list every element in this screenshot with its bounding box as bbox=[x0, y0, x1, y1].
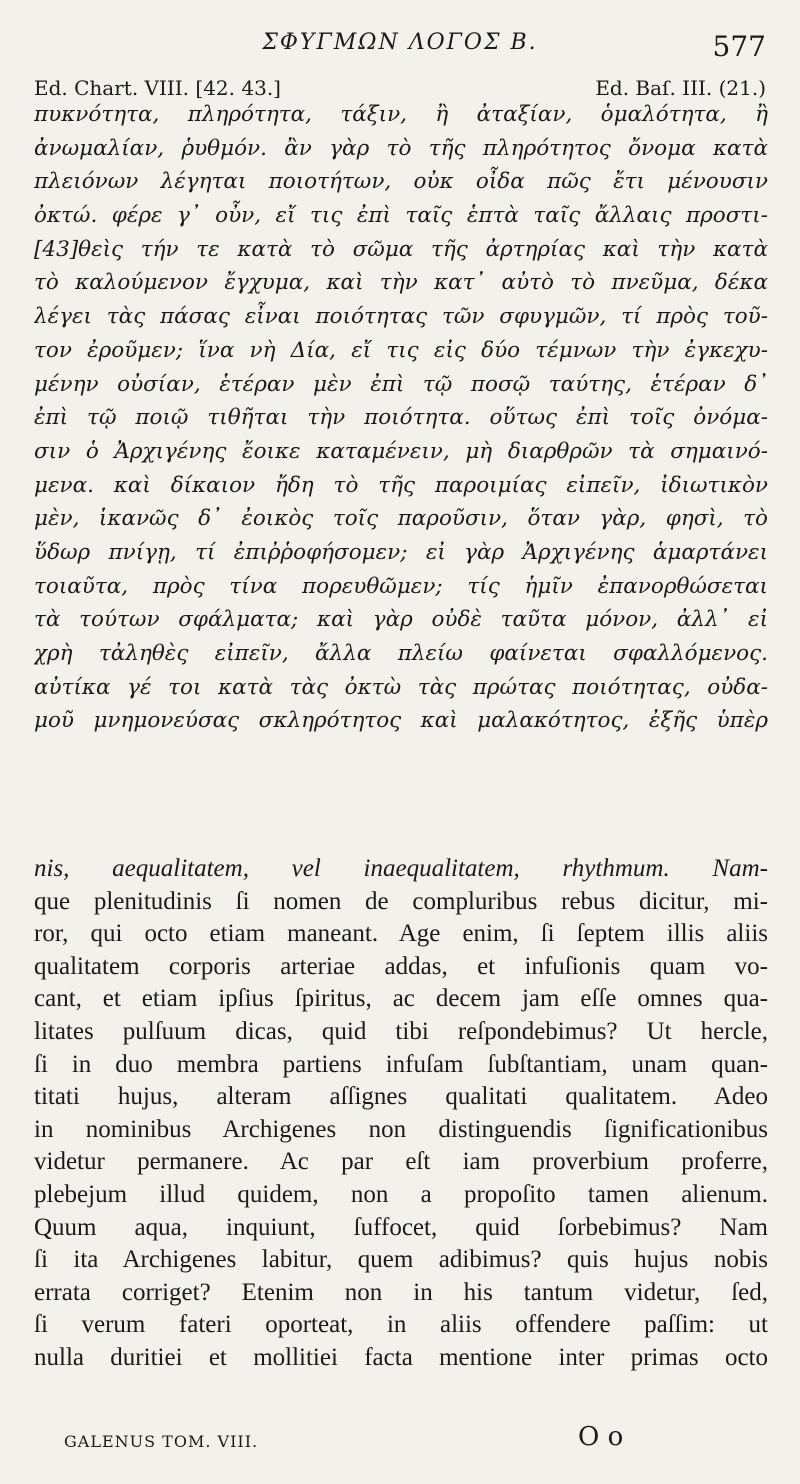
edition-reference-left: Ed. Chart. VIII. [42. 43.] bbox=[34, 76, 281, 100]
page-number: 577 bbox=[712, 30, 766, 63]
running-title: ΣΦΥΓΜΩΝ ΛΟΓΟΣ Β. bbox=[262, 30, 538, 55]
greek-line: τὸ καλούμενον ἔγχυμα, καὶ τὴν κατ᾽ αὐτὸ τὸ πνεῦμα, δέκα bbox=[34, 270, 768, 296]
greek-line: σιν ὁ Ἀρχιγένης ἔοικε καταμένειν, μὴ διαρθρῶν τὰ σημαινό- bbox=[34, 438, 768, 464]
latin-line: plebejum illud quidem, non a propoſito tamen alienum. bbox=[34, 1180, 768, 1208]
latin-line: ſi ita Archigenes labitur, quem adibimus? quis hujus nobis bbox=[34, 1246, 768, 1274]
greek-text-block bbox=[34, 98, 768, 738]
greek-line: τον ἐροῦμεν; ἵνα νὴ Δία, εἴ τις εἰς δύο τέμνων τὴν ἐγκεχυ- bbox=[34, 337, 768, 363]
latin-line: titati hujus, alteram aſſignes qualitati qualitatem. Adeo bbox=[34, 1083, 768, 1111]
greek-line: μένην οὐσίαν, ἑτέραν μὲν ἐπὶ τῷ ποσῷ ταύτης, ἑτέραν δ᾽ bbox=[34, 371, 768, 397]
greek-line: τὰ τούτων σφάλματα; καὶ γὰρ οὐδὲ ταῦτα μόνον, ἀλλ᾽ εἰ bbox=[34, 607, 768, 633]
greek-line: πυκνότητα, πληρότητα, τάξιν, ἢ ἀταξίαν, ὁμαλότητα, ἢ bbox=[34, 102, 768, 127]
greek-line: [43]θεὶς τήν τε κατὰ τὸ σῶμα τῆς ἀρτηρίας καὶ τὴν κατὰ bbox=[34, 236, 768, 262]
greek-line: ἐπὶ τῷ ποιῷ τιθῆται τὴν ποιότητα. οὕτως ἐπὶ τοῖς ὀνόμα- bbox=[34, 405, 768, 431]
greek-line: ὕδωρ πνίγῃ, τί ἐπιῤῥοφήσομεν; εἰ γὰρ Ἀρχιγένης ἁμαρτάνει bbox=[34, 539, 768, 565]
footer-signature: GALENUS TOM. VIII. bbox=[64, 1432, 259, 1451]
greek-line: λέγει τὰς πάσας εἶναι ποιότητας τῶν σφυγμῶν, τί πρὸς τοῦ- bbox=[34, 304, 768, 330]
latin-line: qualitatem corporis arteriae addas, et infuſionis quam vo- bbox=[34, 952, 768, 980]
footer-signature-mark: O o bbox=[578, 1422, 624, 1452]
latin-line: ſi verum fateri oporteat, in aliis offendere paſſim: ut bbox=[34, 1311, 768, 1339]
latin-line: ror, qui octo etiam maneant. Age enim, ſi ſeptem illis aliis bbox=[34, 920, 768, 948]
latin-line: Quum aqua, inquiunt, ſuffocet, quid ſorbebimus? Nam bbox=[34, 1213, 768, 1241]
latin-line: litates pulſuum dicas, quid tibi reſpondebimus? Ut hercle, bbox=[34, 1017, 768, 1045]
greek-line: τοιαῦτα, πρὸς τίνα πορευθῶμεν; τίς ἡμῖν ἐπανορθώσεται bbox=[34, 573, 768, 599]
latin-line: cant, et etiam ipſius ſpiritus, ac decem jam eſſe omnes qua- bbox=[34, 985, 768, 1013]
greek-line: αὐτίκα γέ τοι κατὰ τὰς ὀκτὼ τὰς πρώτας ποιότητας, οὐδα- bbox=[34, 674, 768, 700]
greek-line: ὀκτώ. φέρε γ᾽ οὖν, εἴ τις ἐπὶ ταῖς ἑπτὰ ταῖς ἄλλαις προστι- bbox=[34, 203, 768, 229]
greek-line: πλειόνων λέγηται ποιοτήτων, οὐκ οἶδα πῶς ἔτι μένουσιν bbox=[34, 169, 768, 195]
latin-text-block bbox=[34, 853, 768, 1375]
latin-line: que plenitudinis ſi nomen de compluribus rebus dicitur, mi- bbox=[34, 887, 768, 915]
latin-line: errata corriget? Etenim non in his tantum videtur, ſed, bbox=[34, 1278, 768, 1306]
greek-line: χρὴ τἀληθὲς εἰπεῖν, ἄλλα πλείω φαίνεται σφαλλόμενος. bbox=[34, 641, 768, 666]
latin-line: nulla duritiei et mollitiei facta mentione inter primas octo bbox=[34, 1343, 768, 1371]
greek-line: μενα. καὶ δίκαιον ἤδη τὸ τῆς παροιμίας εἰπεῖν, ἰδιωτικὸν bbox=[34, 472, 768, 498]
edition-reference-right: Ed. Baſ. III. (21.) bbox=[595, 76, 766, 100]
latin-line: videtur permanere. Ac par eſt iam proverbium proferre, bbox=[34, 1148, 768, 1176]
latin-line: ſi in duo membra partiens infuſam ſubſtantiam, unam quan- bbox=[34, 1050, 768, 1078]
greek-line: ἀνωμαλίαν, ῥυθμόν. ἂν γὰρ τὸ τῆς πληρότητος ὄνομα κατὰ bbox=[34, 135, 768, 161]
latin-line: nis, aequalitatem, vel inaequalitatem, rhythmum. Nam- bbox=[34, 855, 768, 882]
greek-line: μὲν, ἱκανῶς δ᾽ ἐοικὸς τοῖς παροῦσιν, ὅταν γὰρ, φησὶ, τὸ bbox=[34, 506, 768, 532]
latin-line: in nominibus Archigenes non distinguendis ſignificationibus bbox=[34, 1115, 768, 1143]
greek-line: μοῦ μνημονεύσας σκληρότητος καὶ μαλακότητος, ἐξῆς ὑπὲρ bbox=[34, 708, 768, 734]
